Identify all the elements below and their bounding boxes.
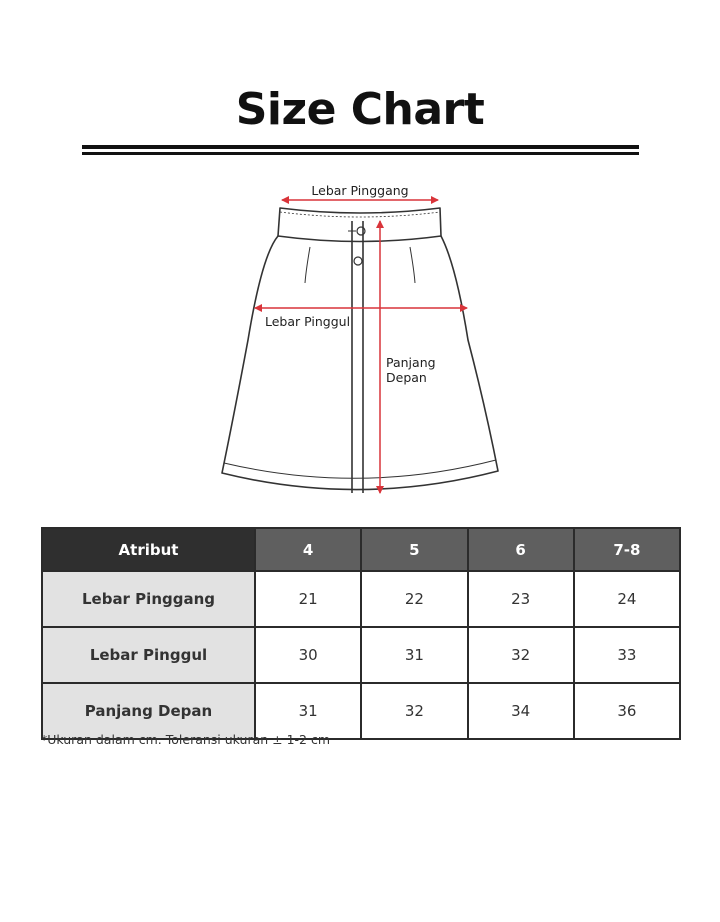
row-label: Lebar Pinggul bbox=[42, 627, 255, 683]
table-cell: 33 bbox=[574, 627, 680, 683]
table-cell: 31 bbox=[255, 683, 361, 739]
row-label: Lebar Pinggang bbox=[42, 571, 255, 627]
header-cell-attribute: Atribut bbox=[42, 528, 255, 571]
skirt-outline bbox=[222, 208, 498, 493]
table-row bbox=[42, 627, 680, 683]
table-cell: 36 bbox=[574, 683, 680, 739]
skirt-diagram bbox=[210, 175, 510, 505]
header-cell-size: 4 bbox=[255, 528, 361, 571]
table-cell: 22 bbox=[361, 571, 467, 627]
table-header-row bbox=[42, 528, 680, 571]
table-cell: 31 bbox=[361, 627, 467, 683]
length-label-line2: Depan bbox=[386, 370, 427, 385]
length-label-line1: Panjang bbox=[386, 355, 436, 370]
title-divider-bottom bbox=[82, 152, 639, 155]
size-table bbox=[41, 527, 681, 740]
tolerance-note: *Ukuran dalam cm. Toleransi ukuran ± 1-2 cm bbox=[41, 732, 331, 747]
title-divider-top bbox=[82, 145, 639, 149]
page-title: Size Chart bbox=[235, 84, 485, 135]
table-cell: 24 bbox=[574, 571, 680, 627]
header-cell-size: 5 bbox=[361, 528, 467, 571]
table-cell: 32 bbox=[361, 683, 467, 739]
hip-label: Lebar Pinggul bbox=[265, 314, 351, 329]
table-row bbox=[42, 683, 680, 739]
waist-label: Lebar Pinggang bbox=[311, 183, 409, 198]
row-label: Panjang Depan bbox=[42, 683, 255, 739]
header-cell-size: 7-8 bbox=[574, 528, 680, 571]
table-cell: 23 bbox=[468, 571, 574, 627]
table-cell: 30 bbox=[255, 627, 361, 683]
table-cell: 21 bbox=[255, 571, 361, 627]
table-cell: 34 bbox=[468, 683, 574, 739]
table-cell: 32 bbox=[468, 627, 574, 683]
header-cell-size: 6 bbox=[468, 528, 574, 571]
table-row bbox=[42, 571, 680, 627]
